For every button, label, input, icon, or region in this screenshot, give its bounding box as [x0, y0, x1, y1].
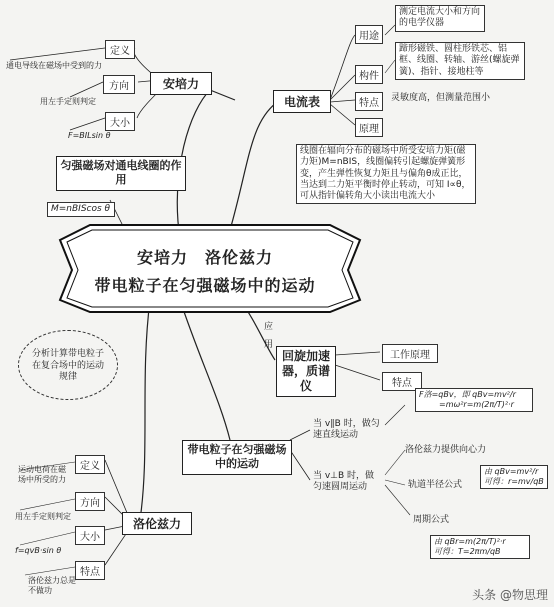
ampere-definition-text: 通电导线在磁场中受到的力	[6, 61, 102, 70]
centripetal-text: 洛伦兹力提供向心力	[405, 445, 487, 455]
centripetal-formula-1: F洛=qBv，即 qBv=mv²/r	[419, 390, 516, 399]
radius-formula-2: 可得：r=mv/qB	[484, 477, 544, 486]
ampere-force-node: 安培力	[150, 72, 212, 95]
ampere-direction-tag: 方向	[103, 75, 135, 94]
lorentz-feature-tag: 特点	[75, 561, 105, 580]
period-formula-box	[430, 535, 530, 559]
ammeter-node: 电流表	[273, 90, 331, 113]
central-title-line2: 带电粒子在匀强磁场中的运动	[94, 276, 316, 295]
ammeter-principle-text: 线圈在辐向分布的磁场中所受安培力矩(磁力矩)M=nBIS，线圈偏转引起螺旋弹簧形变，产生弹性恢复力矩且与偏角θ成正比，当达到二力矩平衡时停止转动，可知 I∝θ，可从指针偏转角大小读出电流大小	[296, 144, 476, 204]
lorentz-direction-tag: 方向	[75, 492, 105, 511]
period-formula-1: 由 qBr=m(2π/T)²·r	[434, 537, 506, 546]
lorentz-feature-text: 洛伦兹力总是不做功	[28, 576, 76, 595]
coil-torque-formula: M=nBIScos θ	[47, 202, 115, 217]
application-label: 应用	[264, 322, 274, 350]
composite-field-note: 分析计算带电粒子在复合场中的运动规律	[18, 330, 118, 400]
central-topic	[60, 244, 350, 300]
ammeter-feature-text: 灵敏度高，但测量范围小	[391, 93, 491, 103]
lorentz-direction-text: 用左手定则判定	[15, 512, 71, 521]
ammeter-principle-tag: 原理	[355, 118, 383, 137]
period-text: 周期公式	[413, 515, 450, 525]
period-formula-2: 可得：T=2πm/qB	[434, 547, 501, 556]
lorentz-definition-text: 运动电荷在磁场中所受的力	[18, 465, 66, 484]
radius-text: 轨道半径公式	[408, 480, 463, 490]
radius-formula-1: 由 qBv=mv²/r	[484, 467, 539, 476]
ammeter-parts-text: 蹄形磁铁、圆柱形铁芯、铝框、线圈、转轴、游丝(螺旋弹簧)、指针、接地柱等	[395, 42, 525, 80]
cyclotron-feature-tag: 特点	[382, 372, 422, 391]
perpendicular-motion-text: 当 v⊥B 时，做匀速圆周运动	[313, 471, 375, 493]
centripetal-formula-box	[415, 388, 533, 412]
lorentz-magnitude-tag: 大小	[75, 526, 105, 545]
ampere-magnitude-tag: 大小	[105, 112, 135, 131]
uniform-field-motion-node: 带电粒子在匀强磁场中的运动	[182, 440, 292, 475]
lorentz-definition-tag: 定义	[75, 455, 105, 474]
parallel-motion-text: 当 v∥B 时，做匀速直线运动	[313, 419, 380, 441]
ampere-formula: F=BILsin θ	[68, 131, 111, 140]
ammeter-use-text: 测定电流大小和方向的电学仪器	[395, 5, 485, 32]
ammeter-feature-tag: 特点	[355, 92, 383, 111]
lorentz-formula: f=qvB·sin θ	[15, 546, 62, 555]
ampere-definition-tag: 定义	[105, 40, 135, 59]
cyclotron-working-tag: 工作原理	[382, 344, 438, 363]
radius-formula-box	[480, 465, 548, 489]
watermark: 头条 @物思理	[472, 588, 548, 602]
cyclotron-spectrometer-node: 回旋加速器，质谱仪	[276, 346, 336, 397]
coil-torque-node: 匀强磁场对通电线圈的作用	[56, 156, 186, 191]
ammeter-parts-tag: 构件	[355, 65, 383, 84]
lorentz-force-node: 洛伦兹力	[122, 512, 192, 535]
centripetal-formula-2: =mω²r=m(2π/T)²·r	[439, 400, 514, 409]
ammeter-use-tag: 用途	[355, 25, 383, 44]
ampere-direction-text: 用左手定则判定	[40, 97, 96, 106]
central-title-line1: 安培力 洛伦兹力	[136, 248, 273, 267]
